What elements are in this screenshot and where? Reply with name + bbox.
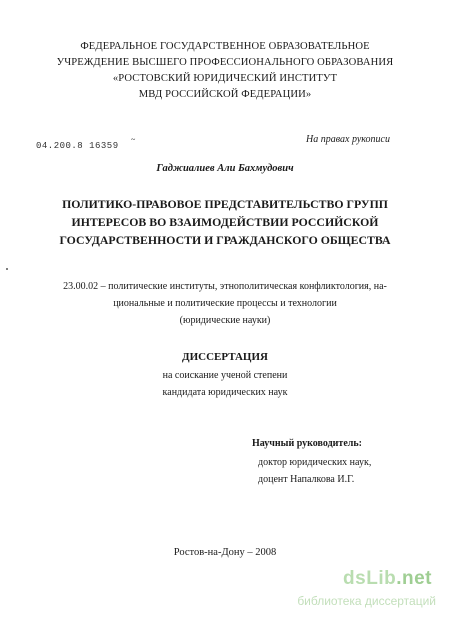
title-line-2: ИНТЕРЕСОВ ВО ВЗАИМОДЕЙСТВИИ РОССИЙСКОЙ <box>71 215 379 229</box>
degree-line-2: кандидата юридических наук <box>162 387 288 398</box>
institution-line-3: «РОСТОВСКИЙ ЮРИДИЧЕСКИЙ ИНСТИТУТ <box>112 73 338 84</box>
dslib-watermark-subtitle: библиотека диссертаций <box>297 594 436 608</box>
dslib-watermark-logo <box>343 568 432 590</box>
institution-line-4: МВД РОССИЙСКОЙ ФЕДЕРАЦИИ» <box>138 89 312 100</box>
manuscript-rights-note: На правах рукописи <box>306 134 390 145</box>
title-line-1: ПОЛИТИКО-ПРАВОВОЕ ПРЕДСТАВИТЕЛЬСТВО ГРУПП <box>62 197 388 211</box>
city-year: Ростов-на-Дону – 2008 <box>173 547 277 558</box>
catalog-mark: ~ <box>131 135 136 144</box>
advisor-degree: доктор юридических наук, <box>258 457 372 468</box>
specialty-line-2: циональные и политические процессы и технологии <box>113 298 337 309</box>
watermark-logo-main: dsLib <box>343 568 397 589</box>
author-name: Гаджиалиев Али Бахмудович <box>156 163 294 174</box>
institution-line-1: ФЕДЕРАЛЬНОЕ ГОСУДАРСТВЕННОЕ ОБРАЗОВАТЕЛЬНОЕ <box>80 41 370 52</box>
specialty-line-1: 23.00.02 – политические институты, этнополитическая конфликтология, на- <box>63 281 387 292</box>
dissertation-label: ДИССЕРТАЦИЯ <box>182 351 268 363</box>
institution-line-2: УЧРЕЖДЕНИЕ ВЫСШЕГО ПРОФЕССИОНАЛЬНОГО ОБРАЗОВАНИЯ <box>56 57 394 68</box>
title-line-3: ГОСУДАРСТВЕННОСТИ И ГРАЖДАНСКОГО ОБЩЕСТВА <box>59 233 391 247</box>
specialty-line-3: (юридические науки) <box>179 315 271 326</box>
scan-speck <box>6 268 8 270</box>
watermark-logo-accent: .net <box>396 568 432 589</box>
catalog-number-stamp: 04.200.8 16359 <box>36 141 119 151</box>
advisor-name: доцент Напалкова И.Г. <box>258 474 355 485</box>
degree-line-1: на соискание ученой степени <box>162 370 288 381</box>
advisor-title: Научный руководитель: <box>252 438 362 449</box>
